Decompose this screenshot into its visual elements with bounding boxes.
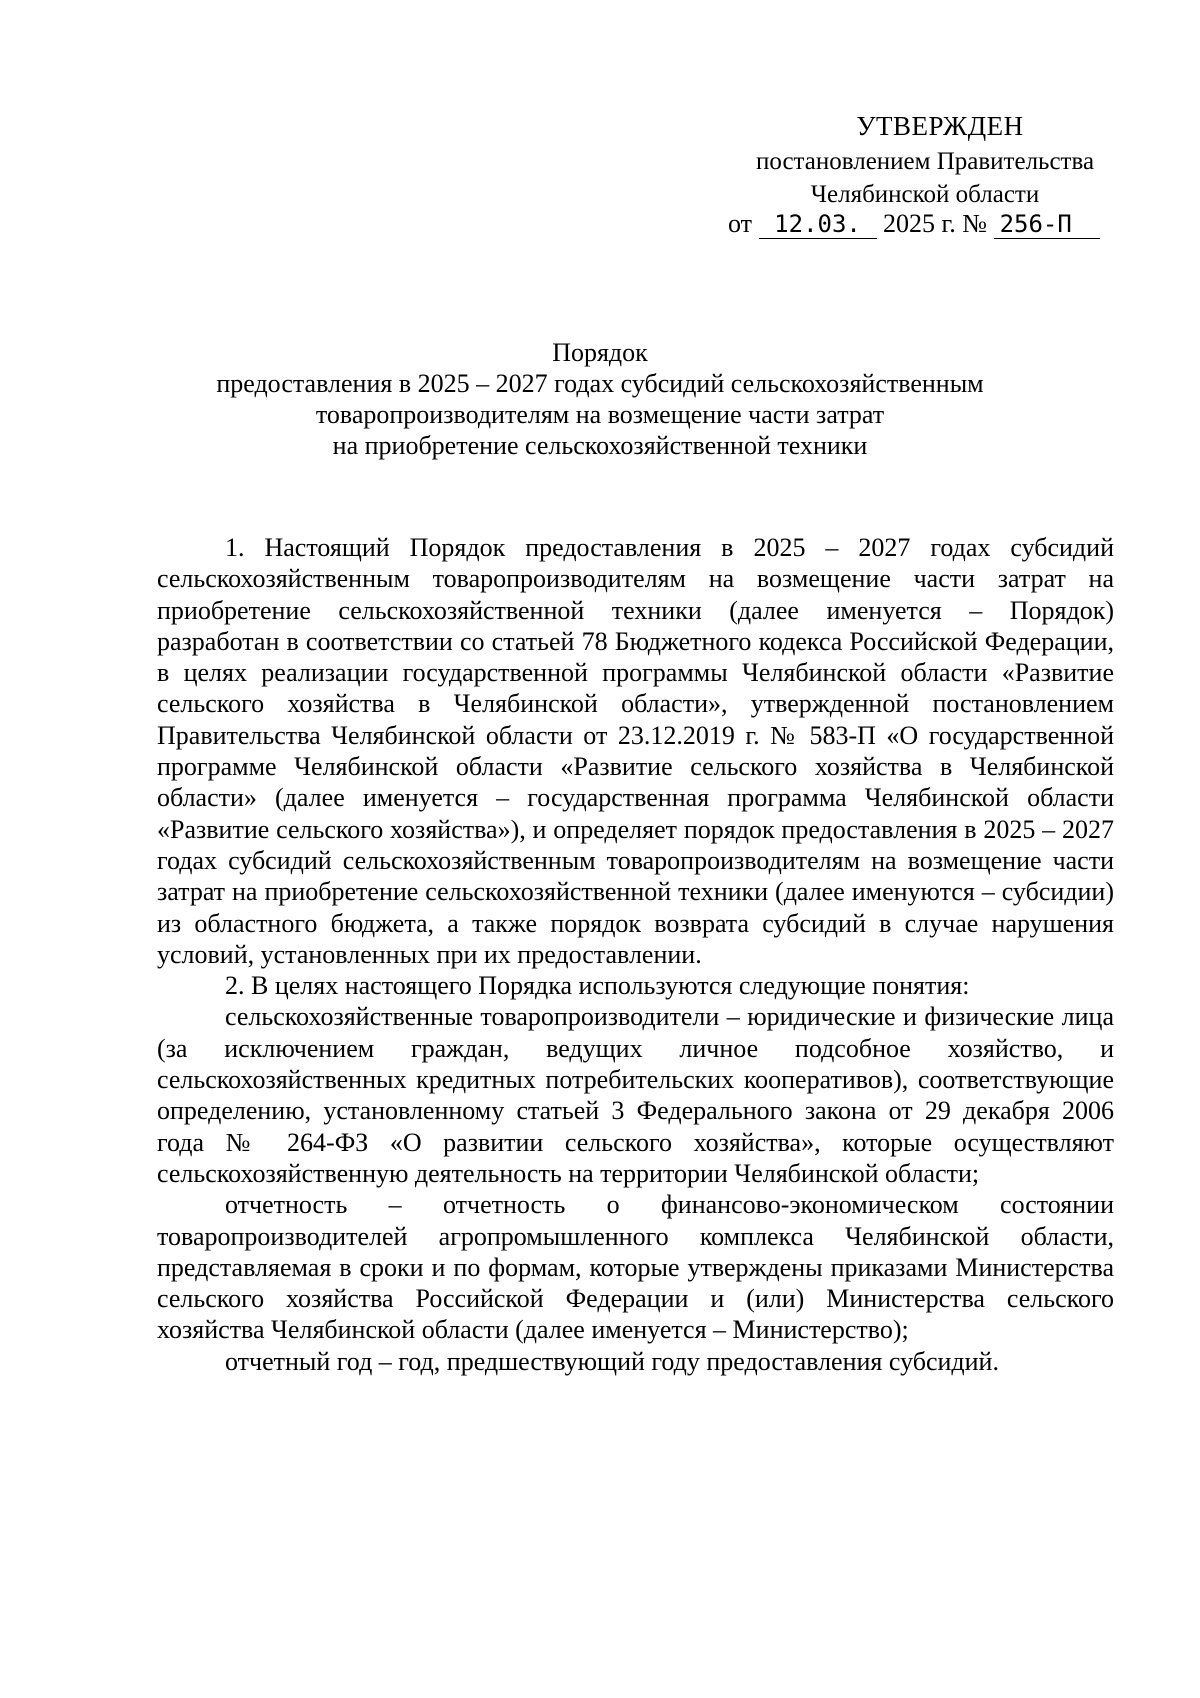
paragraph: сельскохозяйственные товаропроизводители – юридические и физические лица (за исключением граждан, ведущих личное подсобное хозяйство, и сельскохозяйственных кредитных потребительских кооперативов), соответствующие определению, установленному статьей 3 Федерального закона от 29 декабря 2006 года № 264-ФЗ «О развитии сельского хозяйства», которые осуществляют сельскохозяйственную деятельность на территории Челябинской области; [157,1002,1114,1188]
year-text: 2025 г. № [883,209,988,238]
title-line-1: предоставления в 2025 – 2027 годах субсидий сельскохозяйственным [216,369,984,398]
paragraph: отчетный год – год, предшествующий году предоставления субсидий. [225,1346,999,1376]
title-line-2: товаропроизводителям на возмещение части затрат [315,400,885,429]
approval-stamp [720,110,1130,211]
approval-line-2: Челябинской области [810,181,1040,208]
document-number: 256-П [994,210,1100,239]
title-line-3: на приобретение сельскохозяйственной техники [332,431,868,460]
paragraph: отчетность – отчетность о финансово-экономическом состоянии товаропроизводителей агропромышленного комплекса Челябинской области, представляемая в сроки и по формам, которые утверждены приказами Министерства сельского хозяйства Российской Федерации и (или) Министерства сельского хозяйства Челябинской области (далее именуется – Министерство); [157,1190,1114,1345]
date-value: 12.03. [759,210,877,239]
approved-label: УТВЕРЖДЕН [856,111,1024,141]
date-prefix: от [728,209,753,238]
paragraph: 1. Настоящий Порядок предоставления в 2025 – 2027 годах субсидий сельскохозяйственным товаропроизводителям на возмещение части затрат на приобретение сельскохозяйственной техники (далее именуется – Порядок) разработан в соответствии со статьей 78 Бюджетного кодекса Российской Федерации, в целях реализации государственной программы Челябинской области «Развитие сельского хозяйства в Челябинской области», утвержденной постановлением Правительства Челябинской области от 23.12.2019 г. № 583-П «О государственной программе Челябинской области «Развитие сельского хозяйства в Челябинской области» (далее именуется – государственная программа Челябинской области «Развитие сельского хозяйства»), и определяет порядок предоставления в 2025 – 2027 годах субсидий сельскохозяйственным товаропроизводителям на возмещение части затрат на приобретение сельскохозяйственной техники (далее именуются – субсидии) из областного бюджета, а также порядок возврата субсидий в случае нарушения условий, установленных при их предоставлении. [157,533,1114,969]
document-body [157,532,1114,1377]
document-title [140,337,1060,461]
approval-date-line [728,206,1100,242]
approval-line-1: постановлением Правительства [755,148,1095,175]
paragraph: 2. В целях настоящего Порядка используются следующие понятия: [225,971,970,1001]
title-heading: Порядок [552,338,648,367]
